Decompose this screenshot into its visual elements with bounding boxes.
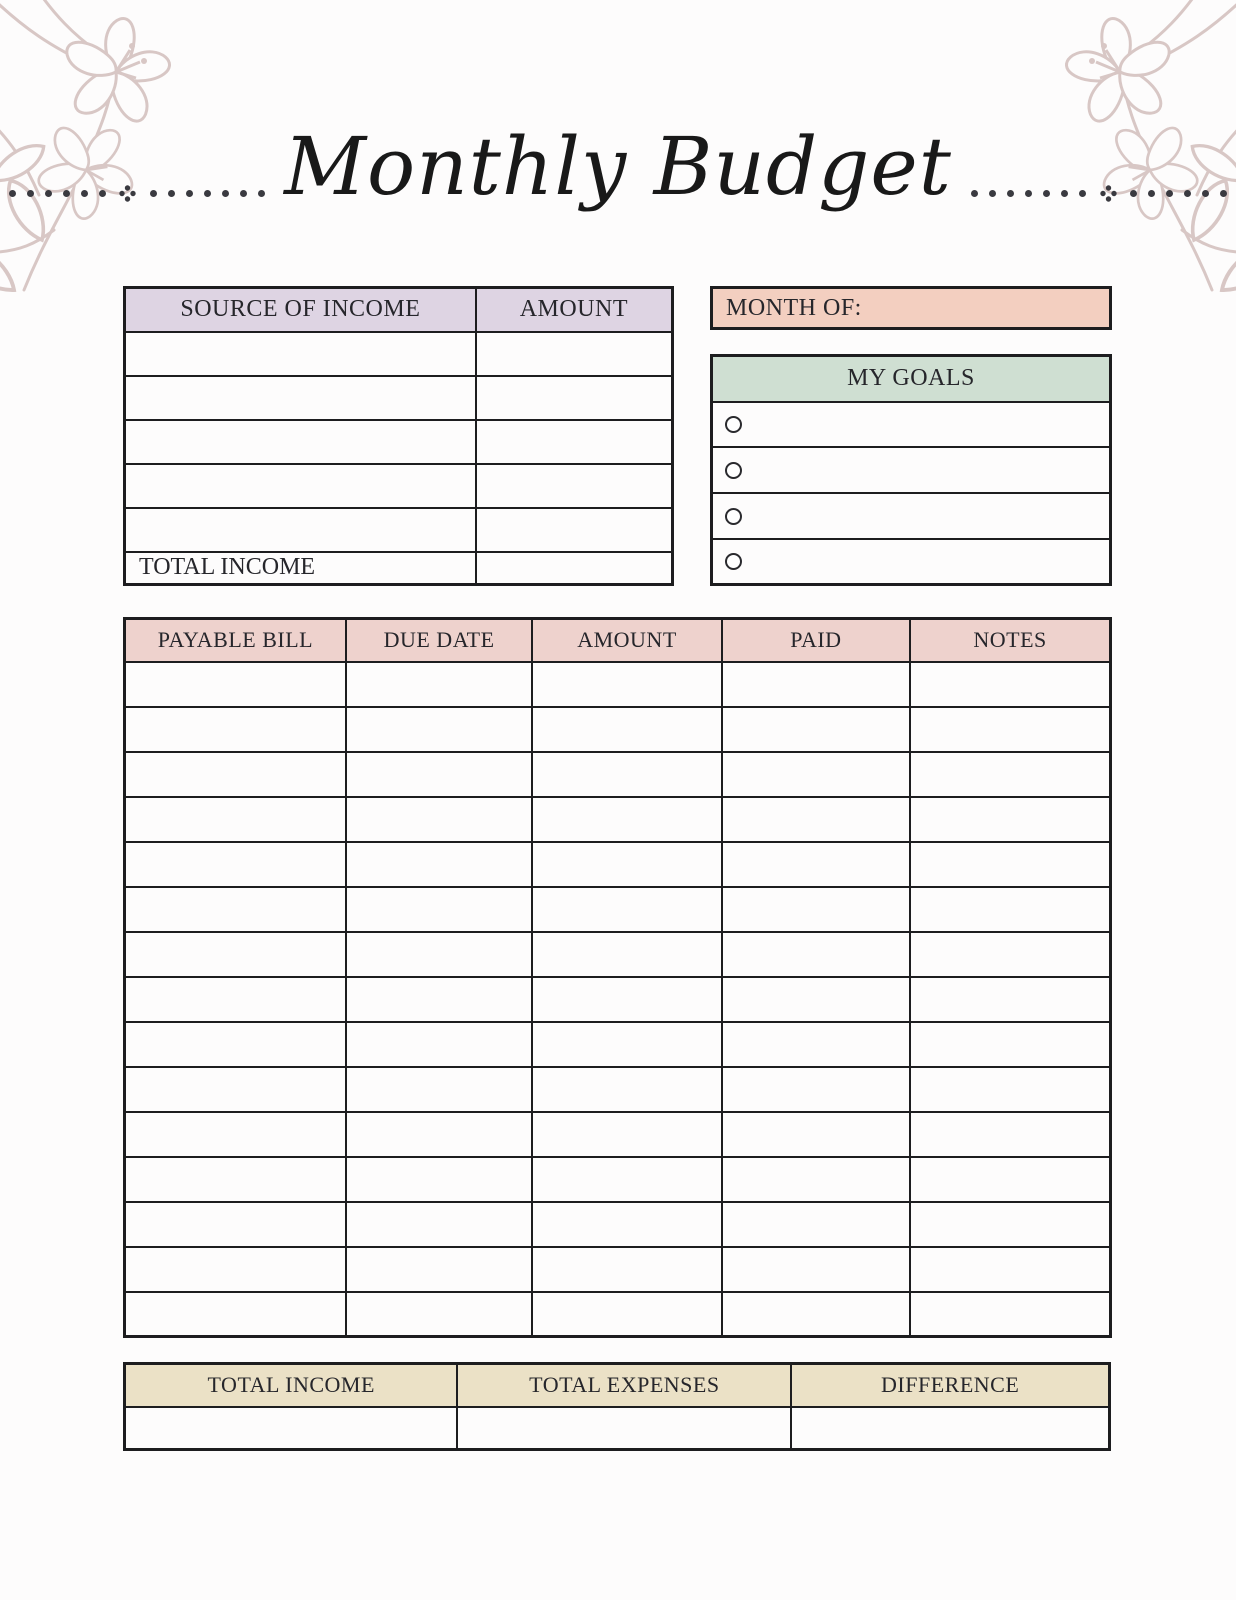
- dot-icon: [45, 190, 52, 197]
- bill-row: [125, 797, 1111, 842]
- dot-icon: [971, 190, 978, 197]
- bill-row: [125, 977, 1111, 1022]
- bills-table: [123, 617, 1112, 1338]
- bills-notes-header: NOTES: [910, 619, 1110, 662]
- goals-table: [710, 354, 1112, 586]
- income-amount-cell[interactable]: [476, 376, 673, 420]
- bill-duedate-cell[interactable]: [346, 1292, 532, 1337]
- dot-icon: [1061, 190, 1068, 197]
- income-source-cell[interactable]: [125, 464, 476, 508]
- bill-payable-cell[interactable]: [125, 932, 346, 977]
- bill-notes-cell[interactable]: [910, 1202, 1110, 1247]
- bill-payable-cell[interactable]: [125, 1112, 346, 1157]
- bill-paid-cell[interactable]: [722, 752, 910, 797]
- bill-duedate-cell[interactable]: [346, 707, 532, 752]
- bill-notes-cell[interactable]: [910, 662, 1110, 707]
- bills-amount-header: AMOUNT: [532, 619, 721, 662]
- bill-duedate-cell[interactable]: [346, 1022, 532, 1067]
- bill-paid-cell[interactable]: [722, 1157, 910, 1202]
- income-source-cell[interactable]: [125, 508, 476, 552]
- dot-icon: [1130, 190, 1137, 197]
- diamond-dots-icon: [119, 185, 136, 202]
- bill-paid-cell[interactable]: [722, 1292, 910, 1337]
- bill-amount-cell[interactable]: [532, 1292, 721, 1337]
- bill-duedate-cell[interactable]: [346, 1067, 532, 1112]
- income-row: [125, 332, 673, 376]
- bill-row: [125, 1292, 1111, 1337]
- income-row: [125, 508, 673, 552]
- dot-icon: [258, 190, 265, 197]
- dot-icon: [9, 190, 16, 197]
- income-amount-cell[interactable]: [476, 508, 673, 552]
- bill-duedate-cell[interactable]: [346, 932, 532, 977]
- bill-paid-cell[interactable]: [722, 1067, 910, 1112]
- dot-icon: [222, 190, 229, 197]
- bill-amount-cell[interactable]: [532, 752, 721, 797]
- bill-paid-cell[interactable]: [722, 1022, 910, 1067]
- bill-duedate-cell[interactable]: [346, 662, 532, 707]
- bill-notes-cell[interactable]: [910, 1067, 1110, 1112]
- bill-row: [125, 1112, 1111, 1157]
- bill-payable-cell[interactable]: [125, 752, 346, 797]
- goal-circle-icon[interactable]: [725, 462, 742, 479]
- bill-row: [125, 1202, 1111, 1247]
- bill-payable-cell[interactable]: [125, 797, 346, 842]
- income-total-value-cell[interactable]: [476, 552, 673, 585]
- summary-total-expenses-cell[interactable]: [457, 1407, 791, 1450]
- bill-amount-cell[interactable]: [532, 1022, 721, 1067]
- dot-icon: [989, 190, 996, 197]
- bill-notes-cell[interactable]: [910, 1112, 1110, 1157]
- dot-icon: [99, 190, 106, 197]
- bill-row: [125, 1157, 1111, 1202]
- bill-amount-cell[interactable]: [532, 797, 721, 842]
- bill-notes-cell[interactable]: [910, 977, 1110, 1022]
- summary-difference-header: DIFFERENCE: [791, 1364, 1109, 1407]
- dotted-divider-left: [0, 185, 270, 202]
- bill-amount-cell[interactable]: [532, 1247, 721, 1292]
- summary-table: [123, 1362, 1111, 1451]
- bill-amount-cell[interactable]: [532, 707, 721, 752]
- goal-cell[interactable]: [712, 493, 1111, 539]
- bill-amount-cell[interactable]: [532, 662, 721, 707]
- income-source-header: SOURCE OF INCOME: [125, 288, 476, 332]
- bill-payable-cell[interactable]: [125, 1067, 346, 1112]
- bill-paid-cell[interactable]: [722, 662, 910, 707]
- goal-circle-icon[interactable]: [725, 508, 742, 525]
- bill-duedate-cell[interactable]: [346, 797, 532, 842]
- bill-row: [125, 1247, 1111, 1292]
- income-amount-header: AMOUNT: [476, 288, 673, 332]
- bill-paid-cell[interactable]: [722, 1202, 910, 1247]
- bill-paid-cell[interactable]: [722, 1112, 910, 1157]
- summary-difference-cell[interactable]: [791, 1407, 1109, 1450]
- bill-payable-cell[interactable]: [125, 1022, 346, 1067]
- dot-icon: [1220, 190, 1227, 197]
- dot-icon: [1148, 190, 1155, 197]
- bill-paid-cell[interactable]: [722, 797, 910, 842]
- summary-total-income-header: TOTAL INCOME: [125, 1364, 458, 1407]
- income-amount-cell[interactable]: [476, 464, 673, 508]
- dot-icon: [168, 190, 175, 197]
- bill-amount-cell[interactable]: [532, 1157, 721, 1202]
- bill-row: [125, 887, 1111, 932]
- bill-row: [125, 752, 1111, 797]
- goal-cell[interactable]: [712, 447, 1111, 493]
- dot-icon: [1025, 190, 1032, 197]
- bill-row: [125, 842, 1111, 887]
- bill-duedate-cell[interactable]: [346, 887, 532, 932]
- bills-paid-header: PAID: [722, 619, 910, 662]
- bill-notes-cell[interactable]: [910, 1157, 1110, 1202]
- bill-row: [125, 707, 1111, 752]
- bill-amount-cell[interactable]: [532, 1202, 721, 1247]
- goal-row[interactable]: [712, 447, 1111, 493]
- bill-paid-cell[interactable]: [722, 887, 910, 932]
- bill-amount-cell[interactable]: [532, 977, 721, 1022]
- bills-duedate-header: DUE DATE: [346, 619, 532, 662]
- bill-amount-cell[interactable]: [532, 1067, 721, 1112]
- bill-paid-cell[interactable]: [722, 1247, 910, 1292]
- bill-amount-cell[interactable]: [532, 1112, 721, 1157]
- bill-duedate-cell[interactable]: [346, 1157, 532, 1202]
- bill-paid-cell[interactable]: [722, 977, 910, 1022]
- summary-total-expenses-header: TOTAL EXPENSES: [457, 1364, 791, 1407]
- dot-icon: [81, 190, 88, 197]
- bill-notes-cell[interactable]: [910, 797, 1110, 842]
- bill-duedate-cell[interactable]: [346, 1247, 532, 1292]
- bill-notes-cell[interactable]: [910, 707, 1110, 752]
- income-source-cell[interactable]: [125, 332, 476, 376]
- goal-row[interactable]: [712, 539, 1111, 585]
- bill-payable-cell[interactable]: [125, 1292, 346, 1337]
- dotted-divider-right: [966, 185, 1236, 202]
- dot-icon: [186, 190, 193, 197]
- goal-circle-icon[interactable]: [725, 416, 742, 433]
- dot-icon: [63, 190, 70, 197]
- goal-cell[interactable]: [712, 539, 1111, 585]
- bill-notes-cell[interactable]: [910, 1247, 1110, 1292]
- bill-payable-cell[interactable]: [125, 1157, 346, 1202]
- dot-icon: [1079, 190, 1086, 197]
- goal-cell[interactable]: [712, 402, 1111, 448]
- bill-row: [125, 1067, 1111, 1112]
- bill-notes-cell[interactable]: [910, 887, 1110, 932]
- income-table: [123, 286, 674, 586]
- bill-payable-cell[interactable]: [125, 1247, 346, 1292]
- bill-payable-cell[interactable]: [125, 977, 346, 1022]
- bill-duedate-cell[interactable]: [346, 842, 532, 887]
- dot-icon: [1184, 190, 1191, 197]
- dot-icon: [1166, 190, 1173, 197]
- bill-paid-cell[interactable]: [722, 932, 910, 977]
- bill-duedate-cell[interactable]: [346, 1112, 532, 1157]
- bill-paid-cell[interactable]: [722, 707, 910, 752]
- bill-duedate-cell[interactable]: [346, 977, 532, 1022]
- dot-icon: [27, 190, 34, 197]
- dot-icon: [1007, 190, 1014, 197]
- goal-row[interactable]: [712, 493, 1111, 539]
- bill-duedate-cell[interactable]: [346, 752, 532, 797]
- bill-notes-cell[interactable]: [910, 932, 1110, 977]
- bill-paid-cell[interactable]: [722, 842, 910, 887]
- bill-payable-cell[interactable]: [125, 1202, 346, 1247]
- bill-row: [125, 1022, 1111, 1067]
- page-title: Monthly Budget: [284, 120, 952, 213]
- bill-amount-cell[interactable]: [532, 842, 721, 887]
- bill-notes-cell[interactable]: [910, 1292, 1110, 1337]
- bill-duedate-cell[interactable]: [346, 1202, 532, 1247]
- month-of-box[interactable]: [710, 286, 1112, 330]
- income-total-row: [125, 552, 673, 585]
- income-amount-cell[interactable]: [476, 420, 673, 464]
- income-source-cell[interactable]: [125, 420, 476, 464]
- bills-payable-header: PAYABLE BILL: [125, 619, 346, 662]
- bill-row: [125, 662, 1111, 707]
- goal-row[interactable]: [712, 402, 1111, 448]
- income-source-cell[interactable]: [125, 376, 476, 420]
- dot-icon: [204, 190, 211, 197]
- bill-amount-cell[interactable]: [532, 887, 721, 932]
- income-row: [125, 420, 673, 464]
- bill-payable-cell[interactable]: [125, 887, 346, 932]
- dot-icon: [1043, 190, 1050, 197]
- bill-notes-cell[interactable]: [910, 752, 1110, 797]
- bill-amount-cell[interactable]: [532, 932, 721, 977]
- bill-row: [125, 932, 1111, 977]
- income-row: [125, 464, 673, 508]
- dot-icon: [150, 190, 157, 197]
- month-of-label: MONTH OF:: [726, 294, 862, 321]
- diamond-dots-icon: [1100, 185, 1117, 202]
- income-total-label: TOTAL INCOME: [125, 552, 476, 585]
- goal-circle-icon[interactable]: [725, 553, 742, 570]
- bill-notes-cell[interactable]: [910, 842, 1110, 887]
- summary-total-income-cell[interactable]: [125, 1407, 458, 1450]
- title-row: [0, 92, 1236, 242]
- income-amount-cell[interactable]: [476, 332, 673, 376]
- bill-payable-cell[interactable]: [125, 842, 346, 887]
- bill-notes-cell[interactable]: [910, 1022, 1110, 1067]
- dot-icon: [240, 190, 247, 197]
- income-row: [125, 376, 673, 420]
- bill-payable-cell[interactable]: [125, 662, 346, 707]
- goals-header: MY GOALS: [712, 356, 1111, 402]
- bill-payable-cell[interactable]: [125, 707, 346, 752]
- dot-icon: [1202, 190, 1209, 197]
